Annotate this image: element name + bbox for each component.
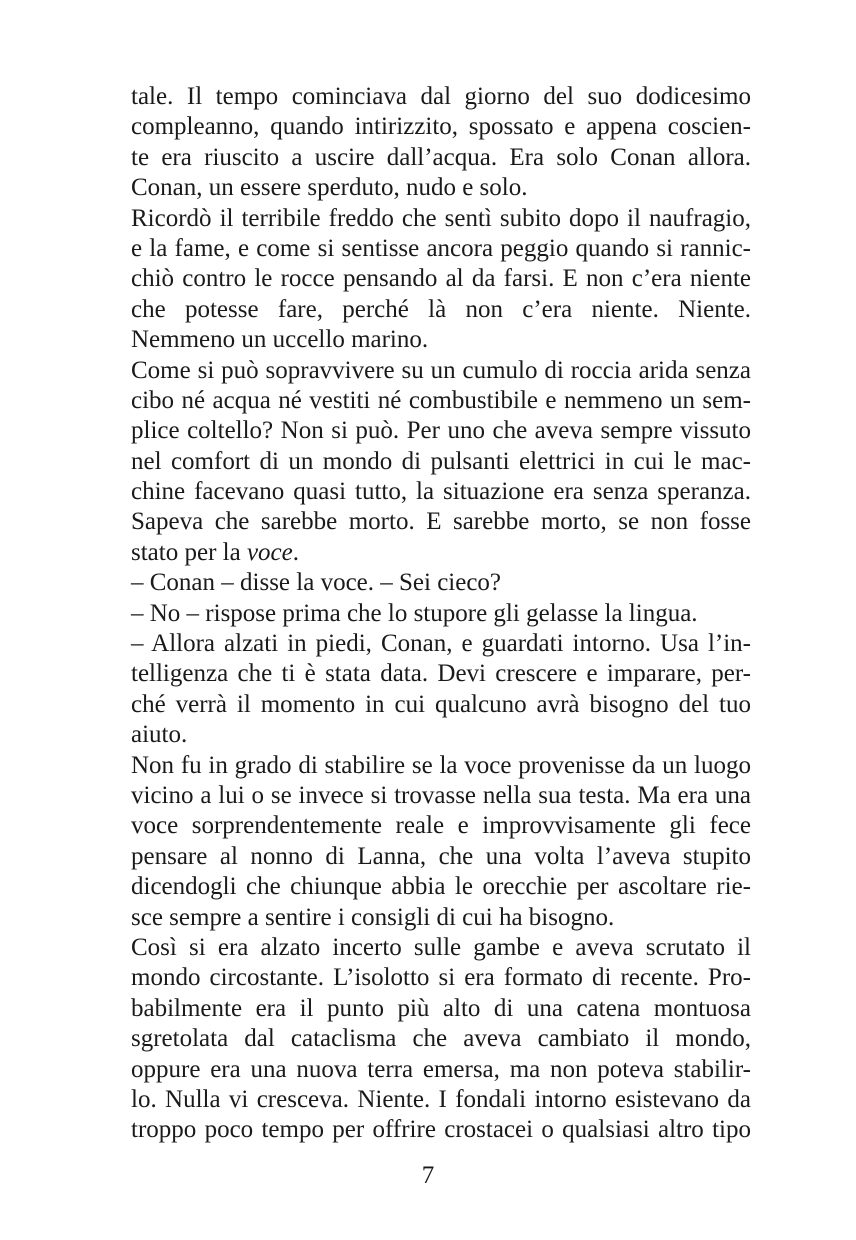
text-line: pensare al nonno di Lanna, che una volta l’aveva stupito [131, 842, 751, 870]
dialogue-line: – No – rispose prima che lo stupore gli gelasse la lingua. [131, 599, 698, 627]
text-line: Ricordò il terribile freddo che sentì subito dopo il naufragio, [131, 204, 751, 232]
text-line: telligenza che ti è stata data. Devi crescere e imparare, per- [131, 660, 751, 688]
dialogue-line: – Conan – disse la voce. – Sei cieco? [131, 569, 502, 597]
text-line: sce sempre a sentire i consigli di cui ha bisogno. [131, 903, 615, 931]
text-line: dicendogli che chiunque abbia le orecchie per ascoltare rie- [131, 873, 751, 901]
text-line: te era riuscito a uscire dall’acqua. Era solo Conan allora. [131, 143, 751, 171]
text-line: che potesse fare, perché là non c’era niente. Niente. [131, 295, 751, 323]
text-line: cibo né acqua né vestiti né combustibile e nemmeno un sem- [131, 386, 751, 414]
text-line-with-italic [131, 538, 751, 568]
text-line: babilmente era il punto più alto di una catena montuosa [131, 994, 751, 1022]
text-line: troppo poco tempo per offrire crostacei o qualsiasi altro tipo [131, 1116, 751, 1144]
text-line: vicino a lui o se invece si trovasse nella sua testa. Ma era una [131, 781, 751, 809]
text-fragment: stato per la [131, 538, 247, 566]
text-line: chine facevano quasi tutto, la situazione era senza speranza. [131, 478, 751, 506]
text-line: Conan, un essere sperduto, nudo e solo. [131, 174, 528, 202]
text-line: mondo circostante. L’isolotto si era formato di recente. Pro- [131, 964, 751, 992]
dialogue-line: – Allora alzati in piedi, Conan, e guardati intorno. Usa l’in- [131, 630, 751, 658]
text-line: oppure era una nuova terra emersa, ma non poteva stabilir- [131, 1055, 751, 1083]
page-number: 7 [421, 1162, 435, 1189]
text-fragment: . [292, 538, 299, 566]
text-line: ché verrà il momento in cui qualcuno avrà bisogno del tuo [131, 690, 751, 718]
text-line: aiuto. [131, 721, 188, 749]
text-line: Così si era alzato incerto sulle gambe e aveva scrutato il [131, 933, 751, 961]
text-line: compleanno, quando intirizzito, spossato e appena coscien- [131, 113, 751, 141]
text-line: Come si può sopravvivere su un cumulo di roccia arida senza [131, 356, 751, 384]
text-line: voce sorprendentemente reale e improvvisamente gli fece [131, 812, 751, 840]
text-line: Sapeva che sarebbe morto. E sarebbe morto, se non fosse [131, 508, 751, 536]
body-text [131, 82, 751, 1146]
text-line: Non fu in grado di stabilire se la voce provenisse da un luogo [131, 751, 751, 779]
text-line: tale. Il tempo cominciava dal giorno del suo dodicesimo [131, 83, 751, 110]
text-line: nel comfort di un mondo di pulsanti elettrici in cui le mac- [131, 447, 751, 475]
text-line: sgretolata dal cataclisma che aveva cambiato il mondo, [131, 1025, 751, 1053]
text-line: plice coltello? Non si può. Per uno che aveva sempre vissuto [131, 417, 751, 445]
text-line: Nemmeno un uccello marino. [131, 326, 429, 354]
text-line: lo. Nulla vi cresceva. Niente. I fondali intorno esistevano da [131, 1085, 751, 1113]
italic-word: voce [246, 538, 293, 566]
text-line: e la fame, e come si sentisse ancora peggio quando si rannic- [131, 234, 751, 262]
text-line: chiò contro le rocce pensando al da farsi. E non c’era niente [131, 265, 751, 293]
